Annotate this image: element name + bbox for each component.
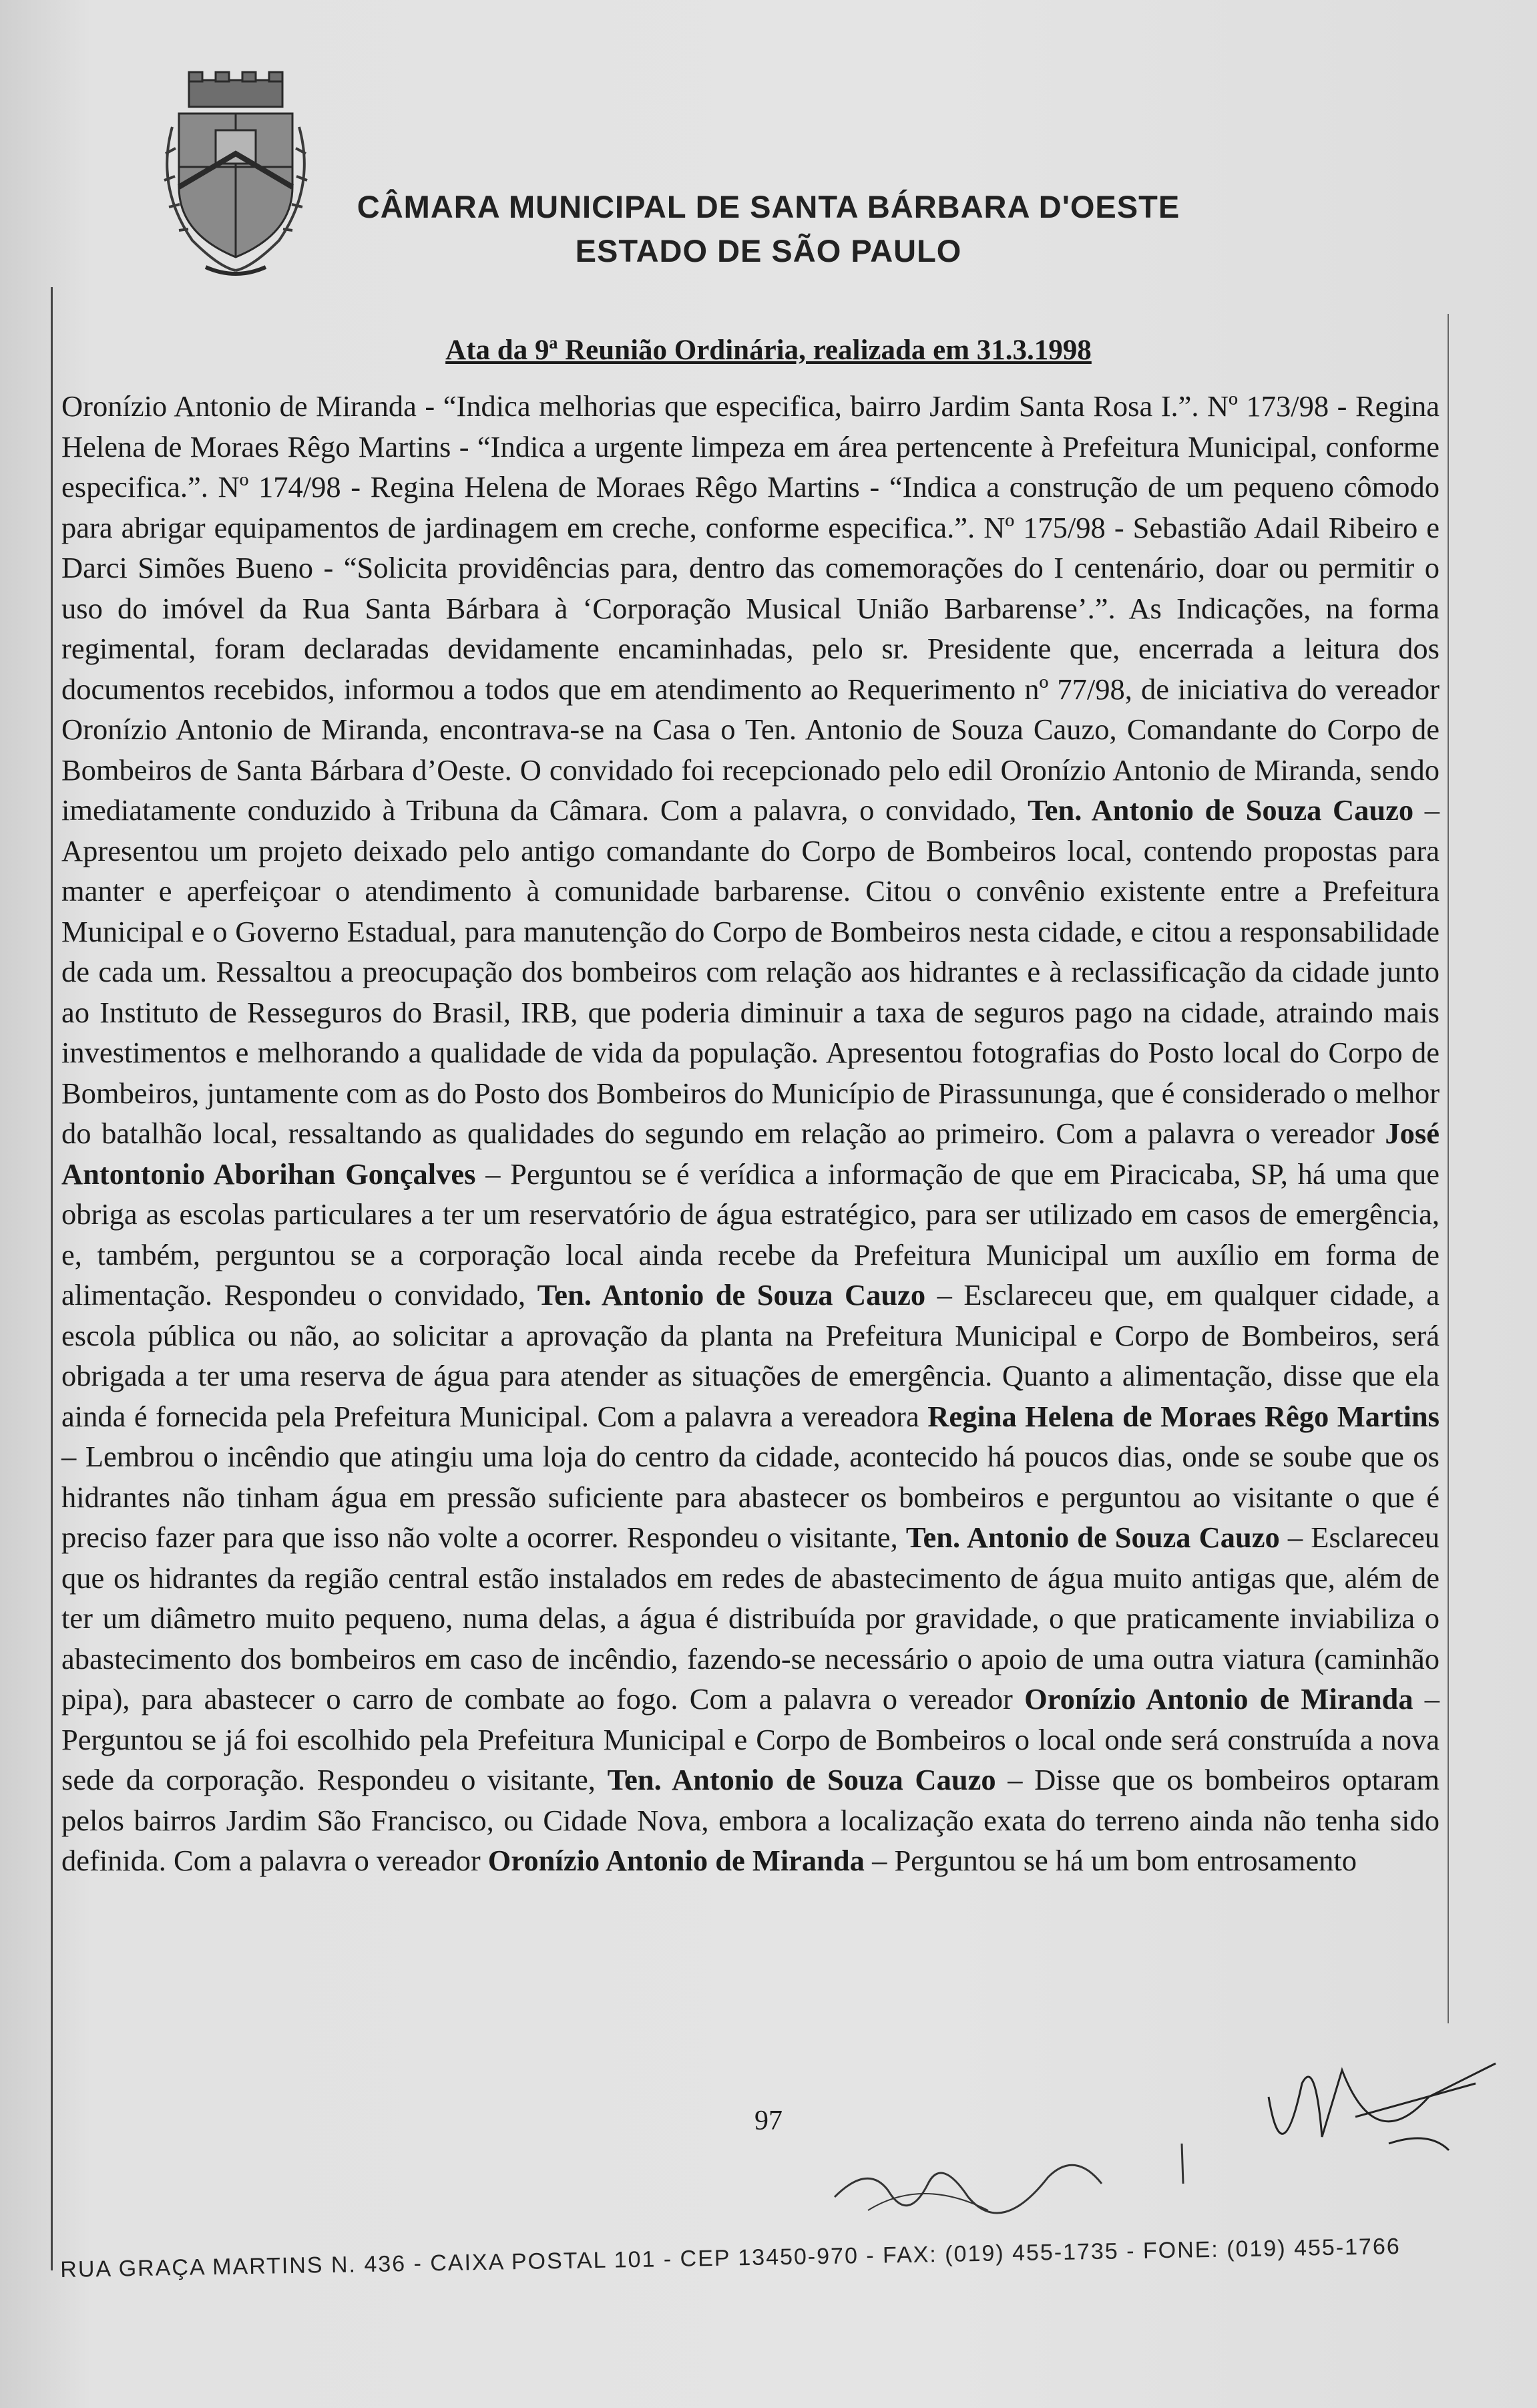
right-margin-rule bbox=[1448, 314, 1449, 2023]
speaker-name: Ten. Antonio de Souza Cauzo bbox=[607, 1763, 996, 1796]
body-text-segment: – Lembrou o incêndio que atingiu uma loja do centro da cidade, acontecido há poucos dias, onde se soube que os hidrantes não tinham água em pressão suficiente para abastecer os bombeiros e perguntou ao visitante o que é preciso fazer para que isso não volte a ocorrer. Respondeu o visitante, bbox=[61, 1440, 1440, 1554]
state-name: ESTADO DE SÃO PAULO bbox=[575, 233, 962, 268]
speaker-name: Ten. Antonio de Souza Cauzo bbox=[905, 1521, 1280, 1554]
minutes-title: Ata da 9ª Reunião Ordinária, realizada em 31.3.1998 bbox=[445, 335, 1092, 366]
body-text-segment: – Esclareceu que, em qualquer cidade, a escola pública ou não, ao solicitar a aprovação da planta na Prefeitura Municipal e Corpo de Bombeiros, será obrigada a ter uma reserva de água para atender as situações de emergência. Quanto a alimentação, disse que ela ainda é fornecida pela Prefeitura Municipal. Com a palavra a vereadora bbox=[61, 1278, 1440, 1433]
signature-icon bbox=[1255, 2057, 1509, 2190]
body-text-segment: Oronízio Antonio de Miranda - “Indica melhorias que especifica, bairro Jardim Santa Rosa I.”. Nº 173/98 - Regina Helena de Moraes Rêgo Martins - “Indica a urgente limpeza em área pertencente à Prefeitura Municipal, conforme especifica.”. Nº 174/98 - Regina Helena de Moraes Rêgo Martins - “Indica a construção de um pequeno cômodo para abrigar equipamentos de jardinagem em creche, conforme especifica.”. Nº 175/98 - Sebastião Adail Ribeiro e Darci Simões Bueno - “Solicita providências para, dentro das comemorações do I centenário, doar ou permitir o uso do imóvel da Rua Santa Bárbara à ‘Corporação Musical União Barbarense’.”. As Indicações, na forma regimental, foram declaradas devidamente encaminhadas, pelo sr. Presidente que, encerrada a leitura dos documentos recebidos, informou a todos que em atendimento ao Requerimento nº 77/98, de iniciativa do vereador Oronízio Antonio de Miranda, encontrava-se na Casa o Ten. Antonio de Souza Cauzo, Comandante do Corpo de Bombeiros de Santa Bárbara d’Oeste. O convidado foi recepcionado pelo edil Oronízio Antonio de Miranda, sendo imediatamente conduzido à Tribuna da Câmara. Com a palavra, o convidado, bbox=[61, 389, 1440, 827]
left-margin-rule bbox=[51, 287, 53, 2270]
page-number: 97 bbox=[754, 2105, 783, 2136]
speaker-name: Regina Helena de Moraes Rêgo Martins bbox=[927, 1399, 1440, 1433]
body-text-segment: – Esclareceu que os hidrantes da região central estão instalados em redes de abastecimento de água muito antigas que, além de ter um diâmetro muito pequeno, numa delas, a água é distribuída por gravidade, o que praticamente inviabiliza o abastecimento dos bombeiros em caso de incêndio, fazendo-se necessário o apoio de uma outra viatura (caminhão pipa), para abastecer o carro de combate ao fogo. Com a palavra o vereador bbox=[61, 1521, 1440, 1716]
speaker-name: José Antontonio Aborihan Gonçalves bbox=[61, 1117, 1440, 1191]
body-text-segment: – Perguntou se há um bom entrosamento bbox=[864, 1844, 1357, 1877]
footer-address: RUA GRAÇA MARTINS N. 436 - CAIXA POSTAL 101 - CEP 13450-970 - FAX: (019) 455-1735 - FONE: (019) 455-1766 bbox=[60, 2233, 1401, 2282]
tick-mark-icon bbox=[1168, 2137, 1195, 2190]
speaker-name: Oronízio Antonio de Miranda bbox=[1024, 1682, 1413, 1716]
speaker-name: Oronízio Antonio de Miranda bbox=[487, 1844, 865, 1877]
speaker-name: Ten. Antonio de Souza Cauzo bbox=[537, 1278, 926, 1312]
minutes-body bbox=[61, 386, 1440, 1881]
institution-name: CÂMARA MUNICIPAL DE SANTA BÁRBARA D'OESTE bbox=[357, 189, 1180, 224]
body-text-segment: – Perguntou se é verídica a informação de que em Piracicaba, SP, há uma que obriga as escolas particulares a ter um reservatório de água estratégico, para ser utilizado em casos de emergência, e, também, perguntou se a corporação local ainda recebe da Prefeitura Municipal um auxílio em forma de alimentação. Respondeu o convidado, bbox=[61, 1157, 1440, 1312]
body-text-segment: – Apresentou um projeto deixado pelo antigo comandante do Corpo de Bombeiros local, contendo propostas para manter e aperfeiçoar o atendimento à comunidade barbarense. Citou o convênio existente entre a Prefeitura Municipal e o Governo Estadual, para manutenção do Corpo de Bombeiros nesta cidade, e citou a responsabilidade de cada um. Ressaltou a preocupação dos bombeiros com relação aos hidrantes e à reclassificação da cidade junto ao Instituto de Resseguros do Brasil, IRB, que poderia diminuir a taxa de seguros pago na cidade, atraindo mais investimentos e melhorando a qualidade de vida da população. Apresentou fotografias do Posto local do Corpo de Bombeiros, juntamente com as do Posto dos Bombeiros do Município de Pirassununga, que é considerado o melhor do batalhão local, ressaltando as qualidades do segundo em relação ao primeiro. Com a palavra o vereador bbox=[61, 793, 1440, 1150]
speaker-name: Ten. Antonio de Souza Cauzo bbox=[1028, 793, 1414, 827]
body-text-segment: – Perguntou se já foi escolhido pela Prefeitura Municipal e Corpo de Bombeiros o local onde será construída a nova sede da corporação. Respondeu o visitante, bbox=[61, 1682, 1440, 1796]
signature-icon bbox=[828, 2137, 1108, 2237]
body-text-segment: – Disse que os bombeiros optaram pelos bairros Jardim São Francisco, ou Cidade Nova, embora a localização exata do terreno ainda não tenha sido definida. Com a palavra o vereador bbox=[61, 1763, 1440, 1877]
